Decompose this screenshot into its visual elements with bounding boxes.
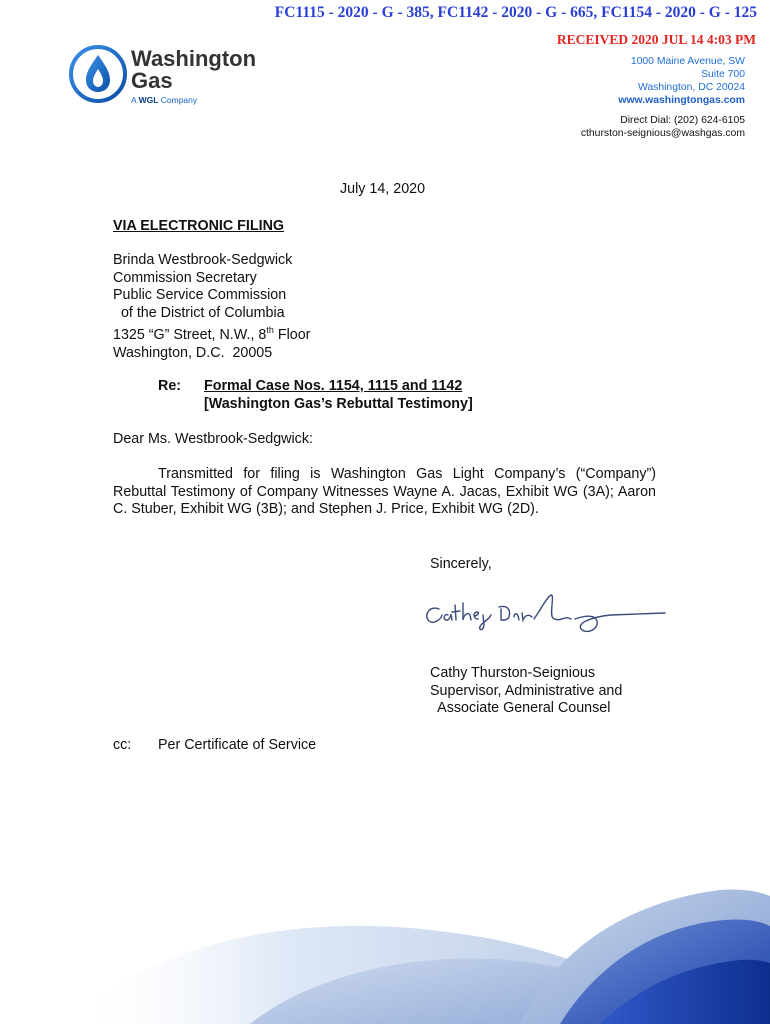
email-link[interactable]: cthurston-seignious@washgas.com — [580, 128, 745, 139]
signer-block — [430, 665, 622, 718]
case-number-stamp: FC1115 - 2020 - G - 385, FC1142 - 2020 - G - 665, FC1154 - 2020 - G - 125 — [274, 4, 757, 21]
signer-name: Cathy Thurston-Seignious — [430, 665, 596, 681]
address-line-1: 1000 Maine Avenue, SW — [630, 56, 745, 67]
footer-swoosh-graphic — [0, 820, 770, 1024]
recipient-block — [113, 252, 310, 362]
recipient-name: Brinda Westbrook-Sedgwick — [113, 252, 293, 268]
received-stamp: RECEIVED 2020 JUL 14 4:03 PM — [556, 32, 756, 47]
logo-wordmark: Washington Gas — [131, 46, 257, 93]
salutation: Dear Ms. Westbrook-Sedgwick: — [113, 431, 313, 447]
letterhead-address — [618, 55, 745, 107]
letter-date: July 14, 2020 — [340, 181, 426, 197]
recipient-city: Washington, D.C. 20005 — [113, 344, 273, 361]
re-subject — [204, 378, 473, 413]
body-paragraph: Transmitted for filing is Washington Gas Light Company’s (“Company”) Rebuttal Testimony of Company Witnesses Wayne A. Jacas, Exhibit WG (3A); Aaron C. Stuber, Exhibit WG (3B); and Stephen J. Price, Exhibit WG (2D). — [113, 466, 656, 518]
re-line-2: [Washington Gas’s Rebuttal Testimony] — [204, 395, 473, 412]
signer-title-2: Associate General Counsel — [430, 700, 611, 717]
cc-recipients: Per Certificate of Service — [158, 737, 317, 753]
flame-logo-icon — [69, 45, 127, 103]
recipient-org-2: of the District of Columbia — [113, 304, 285, 321]
recipient-title: Commission Secretary — [113, 269, 257, 286]
logo-tagline: A WGL Company — [131, 95, 198, 105]
recipient-street: 1325 “G” Street, N.W., 8th Floor — [113, 325, 311, 344]
website-link[interactable]: www.washingtongas.com — [618, 95, 745, 106]
recipient-org-1: Public Service Commission — [113, 287, 287, 304]
address-line-2: Suite 700 — [701, 69, 745, 80]
direct-dial: Direct Dial: (202) 624-6105 — [620, 115, 745, 126]
washington-gas-logo — [69, 43, 269, 108]
re-label: Re: — [158, 378, 182, 394]
cc-label: cc: — [113, 737, 132, 753]
signer-title-1: Supervisor, Administrative and — [430, 682, 623, 699]
address-line-3: Washington, DC 20024 — [637, 82, 745, 93]
handwritten-signature — [415, 585, 675, 645]
closing: Sincerely, — [430, 556, 492, 572]
letterhead-contact — [581, 114, 745, 140]
delivery-method: VIA ELECTRONIC FILING — [113, 218, 285, 234]
re-line-1: Formal Case Nos. 1154, 1115 and 1142 — [204, 378, 463, 394]
